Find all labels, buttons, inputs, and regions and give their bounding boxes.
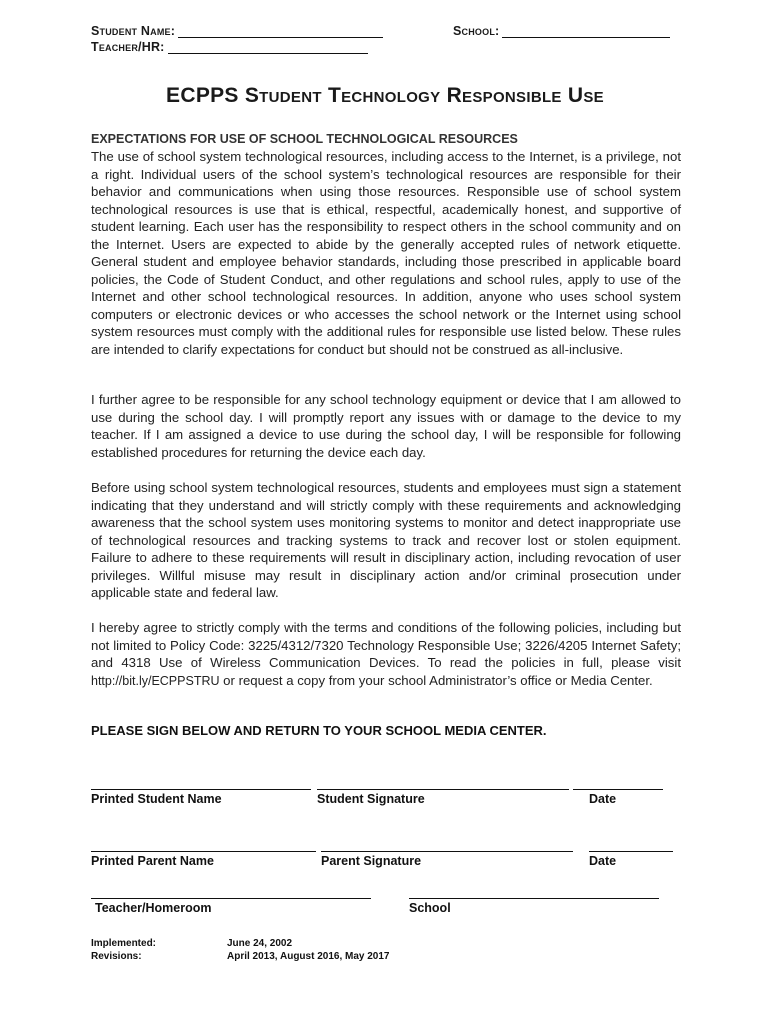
school-blank[interactable] (502, 26, 670, 38)
teacher-homeroom-line[interactable] (91, 898, 371, 899)
paragraph-expectations: The use of school system technological resources, including access to the Internet, is a privilege, not a right. Individual users of the school system’s technological resources are responsible for their behavior and communications when using those resources. Responsible use of school system technological resources is use that is ethical, respectful, academically honest, and supportive of student learning. Each user has the responsibility to respect others in the school community and on the Internet. Users are expected to abide by the generally accepted rules of network etiquette. General student and employee behavior standards, including those prescribed in applicable board policies, the Code of Student Conduct, and other regulations and school rules, apply to use of the Internet and other school technological resources. In addition, anyone who uses school system computers or electronic devices or who accesses the school network or the Internet using school system resources must comply with the additional rules for responsible use listed below. These rules are intended to clarify expectations for conduct but should not be construed as all-inclusive. (91, 149, 681, 357)
school-field[interactable] (453, 24, 670, 38)
document-title: ECPPS Student Technology Responsible Use (166, 84, 604, 107)
paragraph-policy-agreement (91, 619, 681, 690)
revisions-dates: April 2013, August 2016, May 2017 (227, 951, 390, 962)
date-1-label: Date (589, 792, 617, 806)
student-name-blank[interactable] (178, 26, 383, 38)
school-line[interactable] (409, 898, 659, 899)
implemented-label: Implemented: (91, 938, 157, 949)
paragraph-signing-statement: Before using school system technological resources, students and employees must sign a statement indicating that they understand and will strictly comply with these requirements and acknowledging awareness that the school system uses monitoring systems to monitor and detect inappropriate use of technological resources and tracking systems to track and recover lost or stolen equipment. Failure to adhere to these requirements will result in disciplinary action, including revocation of user privileges. Willful misuse may result in disciplinary action and/or criminal prosecution under applicable state and federal law. (91, 480, 681, 600)
parent-signature-label: Parent Signature (321, 854, 422, 868)
student-name-label: Student Name: (91, 24, 176, 38)
student-signature-label: Student Signature (317, 792, 425, 806)
teacher-field[interactable] (91, 40, 368, 54)
printed-student-name-label: Printed Student Name (91, 792, 222, 806)
section-heading: EXPECTATIONS FOR USE OF SCHOOL TECHNOLOGICAL RESOURCES (91, 132, 518, 146)
revisions-label: Revisions: (91, 951, 142, 962)
date-2-label: Date (589, 854, 617, 868)
teacher-blank[interactable] (168, 42, 368, 54)
teacher-label: Teacher/HR: (91, 40, 165, 54)
return-instruction: PLEASE SIGN BELOW AND RETURN TO YOUR SCHOOL MEDIA CENTER. (91, 723, 547, 738)
school-signature-label: School (409, 901, 451, 915)
implemented-date: June 24, 2002 (227, 938, 293, 949)
policy-text-before: I hereby agree to strictly comply with the terms and conditions of the following policies, including but not limited to Policy Code: 3225/4312/7320 Technology Responsible Use; 3226/4205 Internet Safety; and 4318 Use of Wireless Communication Devices. To read the policies in full, please visit (91, 620, 681, 670)
paragraph-device-responsibility: I further agree to be responsible for any school technology equipment or device that I am allowed to use during the school day. I will promptly report any issues with or damage to the device to my teacher. If I am assigned a device to use during the school day, I will be responsible for following established procedures for returning the device each day. (91, 392, 681, 460)
printed-student-name-line[interactable] (91, 789, 311, 790)
printed-parent-name-line[interactable] (91, 851, 316, 852)
printed-parent-name-label: Printed Parent Name (91, 854, 214, 868)
teacher-homeroom-label: Teacher/Homeroom (95, 901, 212, 915)
policy-link[interactable]: http://bit.ly/ECPPSTRU (91, 673, 220, 688)
student-name-field[interactable] (91, 24, 383, 38)
date-1-line[interactable] (573, 789, 663, 790)
date-2-line[interactable] (589, 851, 673, 852)
student-signature-line[interactable] (317, 789, 569, 790)
parent-signature-line[interactable] (321, 851, 573, 852)
policy-text-after: or request a copy from your school Administrator’s office or Media Center. (219, 672, 653, 688)
school-label: School: (453, 24, 500, 38)
